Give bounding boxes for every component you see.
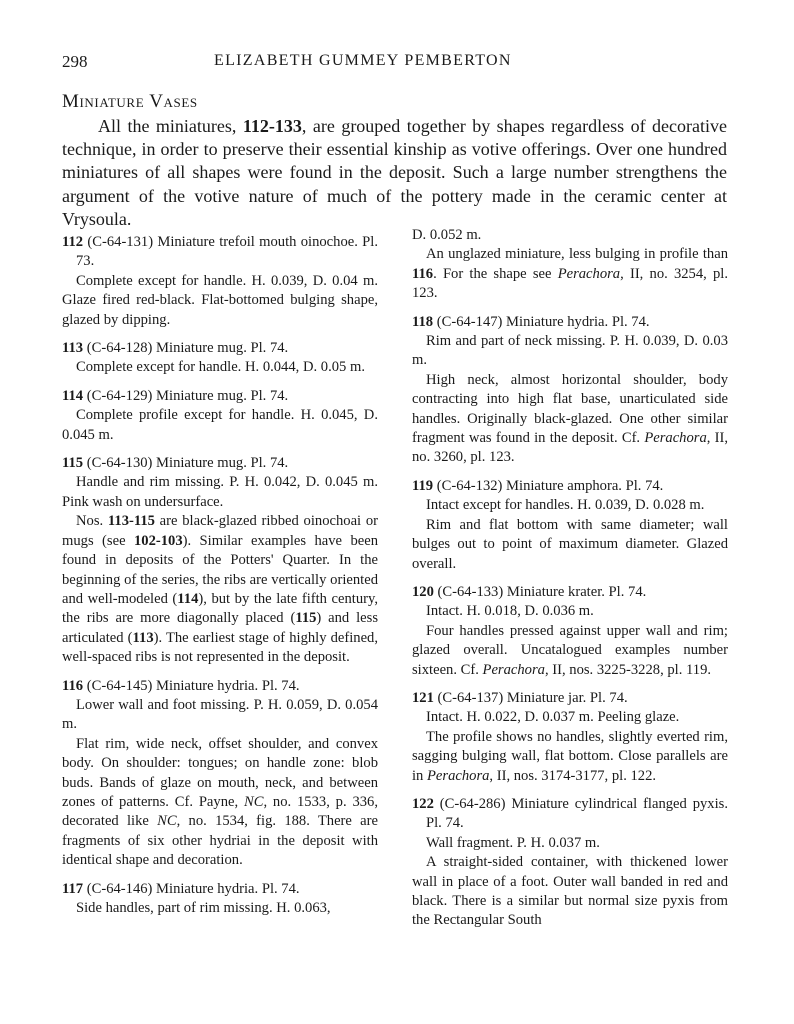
entry-description: The profile shows no handles, slightly everted rim, sagging bulging wall, flat bottom. Close parallels are in Perachora, II, nos. 3174-3177, pl. 122. bbox=[412, 728, 728, 784]
catalog-entry-117-continued bbox=[412, 226, 728, 304]
entry-details: Intact. H. 0.018, D. 0.036 m. bbox=[426, 603, 594, 620]
entry-heading: 121 (C-64-137) Miniature jar. Pl. 74. bbox=[412, 689, 628, 706]
intro-paragraph: All the miniatures, 112-133, are grouped together by shapes regardless of decorative technique, in order to preserve their essential kinship as votive offerings. Over one hundred miniatures of all shapes were found in the deposit. Such a large number strengthens the argument of the votive nature of much of the pottery made in the ceramic center at Vrysoula. bbox=[62, 116, 727, 229]
catalog-entry-122 bbox=[412, 795, 728, 931]
catalog-entry-119 bbox=[412, 477, 728, 574]
entry-commentary: Nos. 113-115 are black-glazed ribbed oinochoai or mugs (see 102-103). Similar examples have been found in deposits of the Potters' Quarter. In the beginning of the series, the ribs are vertically oriented and well-modeled (114), but by the late fifth century, the ribs are more diagonally placed (115) and less articulated (113). The earliest stage of highly defined, well-spaced ribs is not represented in the deposit. bbox=[62, 513, 379, 666]
entry-description: A straight-sided container, with thickened lower wall in place of a foot. Outer wall banded in red and black. There is a similar but normal size pyxis from the Rectangular South bbox=[412, 854, 728, 929]
entry-heading: 113 (C-64-128) Miniature mug. Pl. 74. bbox=[62, 340, 289, 357]
catalog-entry-121 bbox=[412, 689, 728, 786]
catalog-entry-113 bbox=[62, 339, 378, 378]
entry-details: Handle and rim missing. P. H. 0.042, D. 0.045 m. Pink wash on undersurface. bbox=[62, 474, 378, 510]
catalog-entry-112 bbox=[62, 233, 378, 330]
entry-heading: 119 (C-64-132) Miniature amphora. Pl. 74. bbox=[412, 477, 664, 494]
running-title: ELIZABETH GUMMEY PEMBERTON bbox=[214, 52, 512, 69]
entry-description: Rim and flat bottom with same diameter; wall bulges out to point of maximum diameter. Glazed overall. bbox=[412, 516, 728, 572]
entry-heading: 118 (C-64-147) Miniature hydria. Pl. 74. bbox=[412, 313, 650, 330]
catalog-entry-115 bbox=[62, 454, 378, 667]
entry-heading: 120 (C-64-133) Miniature krater. Pl. 74. bbox=[412, 583, 647, 600]
entry-details: Wall fragment. P. H. 0.037 m. bbox=[426, 834, 600, 851]
entry-heading: 117 (C-64-146) Miniature hydria. Pl. 74. bbox=[62, 880, 300, 897]
entry-description: Flat rim, wide neck, offset shoulder, and convex body. On shoulder: tongues; on handle zone: blob buds. Bands of glaze on mouth, neck, and between zones of patterns. Cf. Payne, NC, no. 1533, p. 336, decorated like NC, no. 1534, fig. 188. There are fragments of six other hydriai in the deposit with identical shape and decoration. bbox=[62, 735, 378, 869]
entry-details: Complete except for handle. H. 0.039, D. 0.04 m. Glaze fired red-black. Flat-bottomed bulging shape, glazed by dipping. bbox=[62, 272, 378, 328]
catalog-entry-116 bbox=[62, 677, 378, 871]
right-column bbox=[412, 226, 728, 940]
entry-details: Rim and part of neck missing. P. H. 0.039, D. 0.03 m. bbox=[412, 333, 728, 369]
entry-description: An unglazed miniature, less bulging in profile than 116. For the shape see Perachora, II, no. 3254, pl. 123. bbox=[412, 246, 728, 302]
entry-heading: 114 (C-64-129) Miniature mug. Pl. 74. bbox=[62, 387, 289, 404]
entry-details: Side handles, part of rim missing. H. 0.063, bbox=[76, 900, 331, 916]
entry-description: Four handles pressed against upper wall and rim; glazed overall. Uncatalogued examples number sixteen. Cf. Perachora, II, nos. 3225-3228, pl. 119. bbox=[412, 622, 728, 678]
catalog-entry-118 bbox=[412, 313, 728, 468]
entry-description: High neck, almost horizontal shoulder, body contracting into high flat base, unarticulated side handles. Originally black-glazed. One other similar fragment was found in the deposit. Cf. Perachora, II, no. 3260, pl. 123. bbox=[412, 371, 729, 466]
entry-heading: 122 (C-64-286) Miniature cylindrical flanged pyxis. Pl. 74. bbox=[412, 795, 728, 832]
entry-details: Lower wall and foot missing. P. H. 0.059, D. 0.054 m. bbox=[62, 696, 378, 733]
entry-details: Complete except for handle. H. 0.044, D. 0.05 m. bbox=[76, 359, 365, 376]
catalog-entry-117 bbox=[62, 880, 378, 919]
catalog-entry-120 bbox=[412, 583, 728, 680]
entry-details: Complete profile except for handle. H. 0.045, D. 0.045 m. bbox=[62, 407, 378, 443]
section-heading: Miniature Vases bbox=[62, 91, 198, 112]
entry-heading: 116 (C-64-145) Miniature hydria. Pl. 74. bbox=[62, 677, 300, 694]
page-number: 298 bbox=[62, 52, 88, 71]
entry-heading: 112 (C-64-131) Miniature trefoil mouth oinochoe. Pl. 73. bbox=[62, 234, 378, 270]
entry-details: D. 0.052 m. bbox=[412, 227, 482, 243]
catalog-entry-114 bbox=[62, 387, 378, 445]
entry-details: Intact except for handles. H. 0.039, D. 0.028 m. bbox=[426, 497, 705, 514]
entry-details: Intact. H. 0.022, D. 0.037 m. Peeling glaze. bbox=[426, 709, 680, 726]
left-column bbox=[62, 233, 378, 927]
entry-heading: 115 (C-64-130) Miniature mug. Pl. 74. bbox=[62, 455, 289, 472]
